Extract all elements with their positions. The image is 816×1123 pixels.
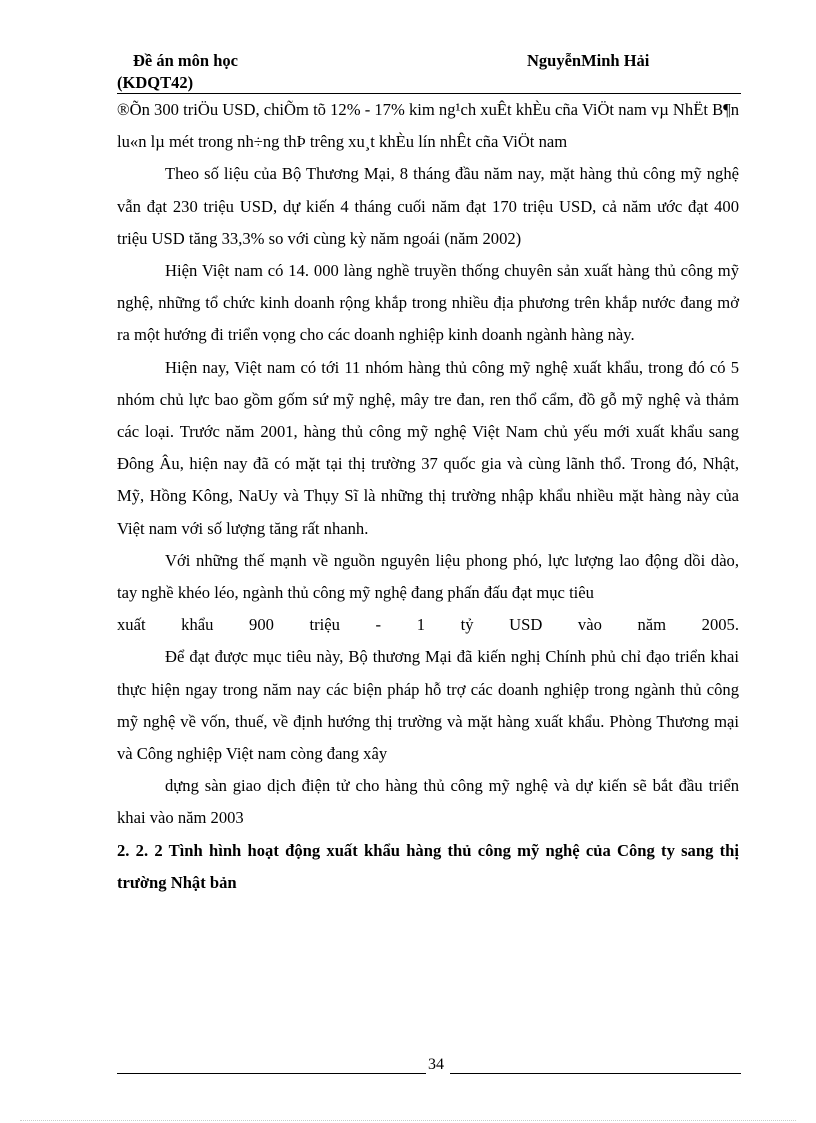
footer-rule-left bbox=[117, 1073, 426, 1074]
page-number: 34 bbox=[428, 1056, 444, 1073]
header-author: NguyễnMinh Hải bbox=[527, 51, 650, 70]
header-course-title bbox=[117, 50, 377, 94]
paragraph-export-target: xuất khẩu 900 triệu - 1 tỷ USD vào năm 2005. bbox=[117, 615, 739, 635]
paragraph-craft-villages: Hiện Việt nam có 14. 000 làng nghề truyền thống chuyên sản xuất hàng thủ công mỹ nghệ, những tổ chức kinh doanh rộng khắp trong nhiều địa phương trên khắp nước đang mở ra một hướng đi triển vọng cho các doanh nghiệp kinh doanh ngành hàng này. bbox=[117, 261, 739, 345]
footer-rule-right bbox=[450, 1073, 741, 1074]
page-footer bbox=[117, 1056, 741, 1076]
paragraph-continued: ®Õn 300 triÖu USD, chiÕm tõ 12% - 17% kim ng¹ch xuÊt khÈu cña ViÖt nam vµ NhËt B¶n lu«n lµ mét trong nh÷ng thÞ trêng xu¸t khÈu lín nhÊt cña ViÖt nam bbox=[117, 100, 739, 152]
paragraph-government-measures: Để đạt được mục tiêu này, Bộ thương Mại đã kiến nghị Chính phủ chỉ đạo triển khai thực hiện ngay trong năm nay các biện pháp hỗ trợ các doanh nghiệp trong ngành thủ công mỹ nghệ về vốn, thuế, về định hướng thị trường và mặt hàng xuất khẩu. Phòng Thương mại và Công nghiệp Việt nam còng đang xây bbox=[117, 647, 739, 764]
paragraph-strengths: Với những thế mạnh về nguồn nguyên liệu phong phó, lực lượng lao động dồi dào, tay nghề khéo léo, ngành thủ công mỹ nghệ đang phấn đấu đạt mục tiêu bbox=[117, 550, 739, 603]
header-course-line2: (KDQT42) bbox=[117, 73, 194, 92]
paragraph-trade-statistics: Theo số liệu của Bộ Thương Mại, 8 tháng đầu năm nay, mặt hàng thủ công mỹ nghệ vẫn đạt 230 triệu USD, dự kiến 4 tháng cuối năm đạt 170 triệu USD, cả năm ước đạt 400 triệu USD tăng 33,3% so với cùng kỳ năm ngoái (năm 2002) bbox=[117, 164, 739, 248]
paragraph-product-groups: Hiện nay, Việt nam có tới 11 nhóm hàng thủ công mỹ nghệ xuất khẩu, trong đó có 5 nhóm chủ lực bao gồm gốm sứ mỹ nghệ, mây tre đan, ren thổ cẩm, đồ gỗ mỹ nghệ và thảm các loại. Trước năm 2001, hàng thủ công mỹ nghệ Việt Nam chủ yếu mới xuất khẩu sang Đông Âu, hiện nay đã có mặt tại thị trường 37 quốc gia và cùng lãnh thổ. Trong đó, Nhật, Mỹ, Hồng Kông, NaUy và Thụy Sĩ là những thị trường nhập khẩu nhiều mặt hàng này của Việt nam với số lượng tăng rất nhanh. bbox=[117, 357, 739, 538]
section-heading: 2. 2. 2 Tình hình hoạt động xuất khẩu hàng thủ công mỹ nghệ của Công ty sang thị trường Nhật bản bbox=[117, 840, 739, 892]
paragraph-e-trading: dựng sàn giao dịch điện tử cho hàng thủ công mỹ nghệ và dự kiến sẽ bắt đầu triển khai vào năm 2003 bbox=[117, 776, 739, 828]
page-bottom-border bbox=[20, 1120, 796, 1121]
header-course-line1: Đề án môn học bbox=[133, 51, 238, 70]
document-body bbox=[117, 94, 739, 899]
